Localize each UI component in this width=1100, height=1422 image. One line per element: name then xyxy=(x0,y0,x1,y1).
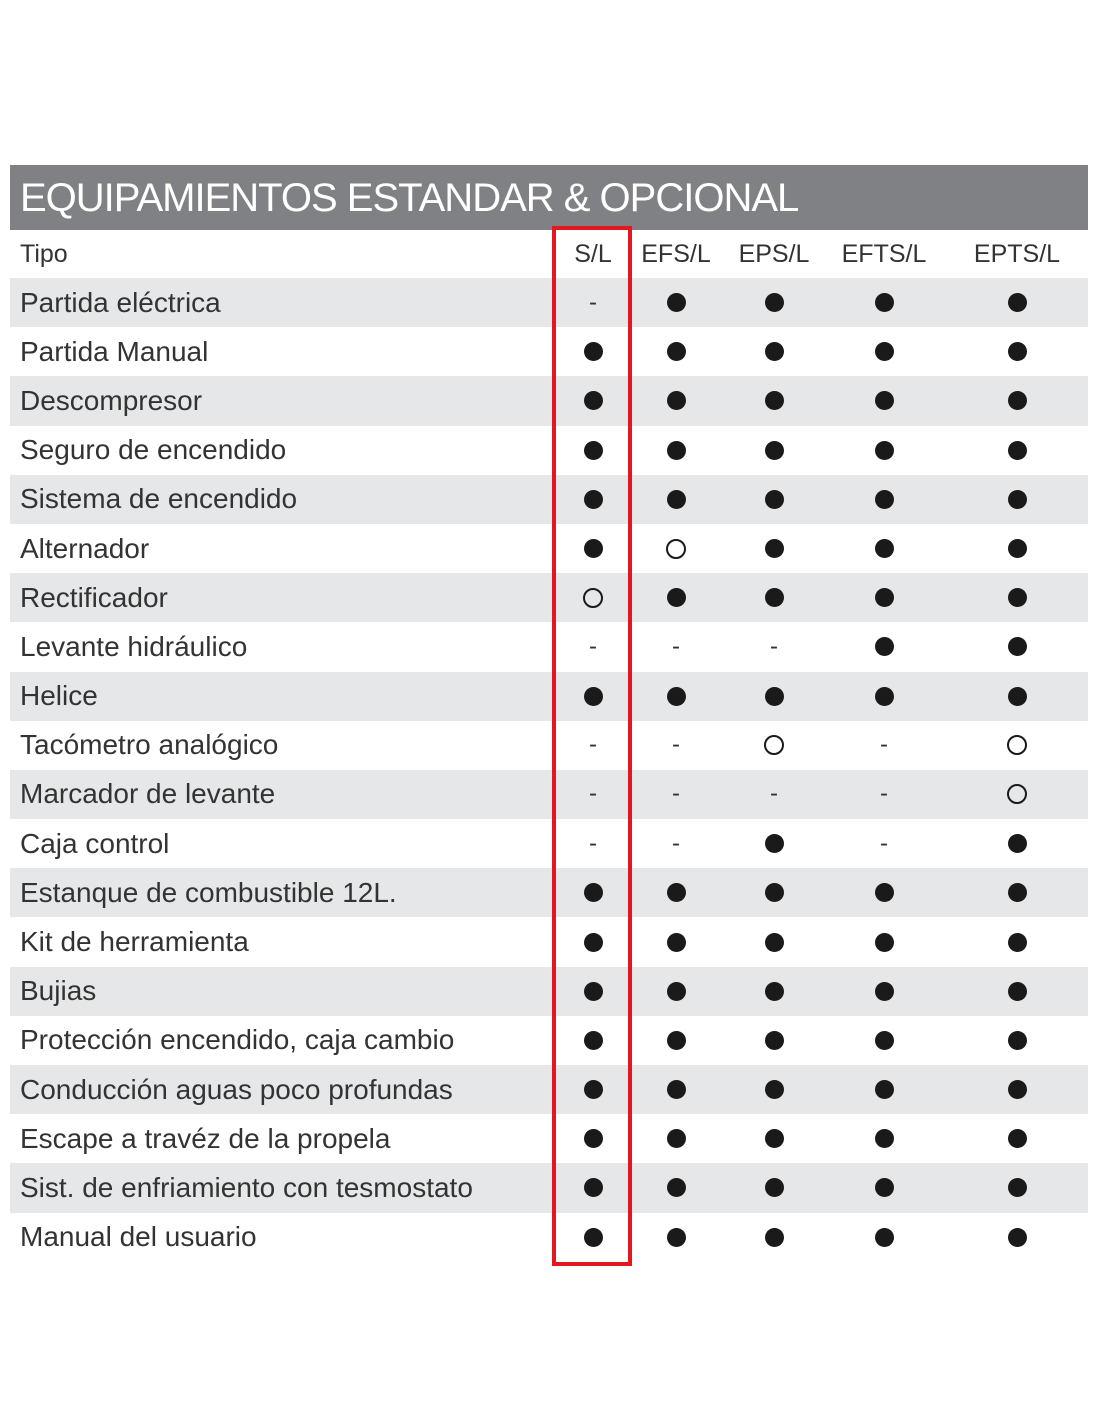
table-cell xyxy=(563,573,623,622)
filled-dot-icon xyxy=(667,687,686,706)
filled-dot-icon xyxy=(1008,687,1027,706)
row-label: Bujias xyxy=(20,975,97,1007)
table-cell xyxy=(646,426,706,475)
table-cell xyxy=(744,1213,804,1262)
table-cell xyxy=(563,524,623,573)
row-label: Manual del usuario xyxy=(20,1221,257,1253)
table-cell xyxy=(987,967,1047,1016)
header-row xyxy=(10,230,1088,278)
filled-dot-icon xyxy=(765,342,784,361)
table-row xyxy=(10,376,1088,425)
open-circle-icon xyxy=(1007,784,1027,804)
filled-dot-icon xyxy=(875,1228,894,1247)
open-circle-icon xyxy=(1007,735,1027,755)
table-row xyxy=(10,1114,1088,1163)
filled-dot-icon xyxy=(875,293,894,312)
table-cell xyxy=(646,1114,706,1163)
table-cell xyxy=(646,1163,706,1212)
table-cell xyxy=(563,278,623,327)
filled-dot-icon xyxy=(667,1031,686,1050)
filled-dot-icon xyxy=(875,391,894,410)
table-cell xyxy=(744,573,804,622)
dash-mark: - xyxy=(589,780,597,808)
table-cell xyxy=(563,1163,623,1212)
table-cell xyxy=(987,1213,1047,1262)
table-cell xyxy=(563,1016,623,1065)
table-row xyxy=(10,1016,1088,1065)
table-cell xyxy=(744,819,804,868)
table-row xyxy=(10,917,1088,966)
filled-dot-icon xyxy=(1008,441,1027,460)
filled-dot-icon xyxy=(1008,982,1027,1001)
table-cell xyxy=(987,868,1047,917)
table-cell xyxy=(563,770,623,819)
filled-dot-icon xyxy=(875,933,894,952)
filled-dot-icon xyxy=(875,588,894,607)
filled-dot-icon xyxy=(584,933,603,952)
dash-mark: - xyxy=(880,829,888,857)
open-circle-icon xyxy=(666,539,686,559)
filled-dot-icon xyxy=(584,1031,603,1050)
dash-mark: - xyxy=(672,829,680,857)
table-cell xyxy=(646,524,706,573)
table-cell xyxy=(987,475,1047,524)
table-cell xyxy=(646,967,706,1016)
table-cell xyxy=(646,327,706,376)
row-label: Descompresor xyxy=(20,384,203,416)
filled-dot-icon xyxy=(584,1228,603,1247)
header-col-epsl: EPS/L xyxy=(738,239,810,268)
filled-dot-icon xyxy=(875,342,894,361)
dash-mark: - xyxy=(770,632,778,660)
table-cell xyxy=(987,1114,1047,1163)
filled-dot-icon xyxy=(765,539,784,558)
table-cell xyxy=(987,1016,1047,1065)
table-row xyxy=(10,327,1088,376)
table-cell xyxy=(854,426,914,475)
table-cell xyxy=(646,917,706,966)
filled-dot-icon xyxy=(875,687,894,706)
table-cell xyxy=(987,917,1047,966)
table-cell xyxy=(854,1065,914,1114)
filled-dot-icon xyxy=(584,539,603,558)
filled-dot-icon xyxy=(1008,1031,1027,1050)
table-row xyxy=(10,868,1088,917)
row-label: Helice xyxy=(20,680,98,712)
filled-dot-icon xyxy=(765,490,784,509)
filled-dot-icon xyxy=(1008,834,1027,853)
table-cell xyxy=(854,573,914,622)
table-cell xyxy=(854,770,914,819)
filled-dot-icon xyxy=(584,982,603,1001)
header-col-sl: S/L xyxy=(574,239,612,268)
table-cell xyxy=(646,721,706,770)
filled-dot-icon xyxy=(1008,933,1027,952)
table-cell xyxy=(646,622,706,671)
filled-dot-icon xyxy=(765,883,784,902)
filled-dot-icon xyxy=(1008,293,1027,312)
table-cell xyxy=(744,1114,804,1163)
table-cell xyxy=(987,721,1047,770)
table-cell xyxy=(646,376,706,425)
table-cell xyxy=(987,426,1047,475)
table-row xyxy=(10,1213,1088,1262)
table-row xyxy=(10,967,1088,1016)
row-label: Protección encendido, caja cambio xyxy=(20,1024,455,1056)
header-col-eftsl: EFTS/L xyxy=(841,239,927,268)
table-row xyxy=(10,475,1088,524)
filled-dot-icon xyxy=(765,834,784,853)
table-row xyxy=(10,721,1088,770)
table-cell xyxy=(854,1016,914,1065)
table-cell xyxy=(563,868,623,917)
filled-dot-icon xyxy=(875,490,894,509)
table-cell xyxy=(744,1163,804,1212)
open-circle-icon xyxy=(583,588,603,608)
table-cell xyxy=(646,819,706,868)
row-label: Escape a travéz de la propela xyxy=(20,1122,391,1154)
table-cell xyxy=(987,376,1047,425)
filled-dot-icon xyxy=(584,490,603,509)
filled-dot-icon xyxy=(765,982,784,1001)
table-cell xyxy=(563,622,623,671)
table-cell xyxy=(987,327,1047,376)
filled-dot-icon xyxy=(667,1080,686,1099)
table-cell xyxy=(744,917,804,966)
row-label: Levante hidráulico xyxy=(20,630,248,662)
table-cell xyxy=(563,917,623,966)
table-cell xyxy=(854,475,914,524)
table-cell xyxy=(646,770,706,819)
filled-dot-icon xyxy=(1008,1178,1027,1197)
table-cell xyxy=(744,967,804,1016)
filled-dot-icon xyxy=(875,1080,894,1099)
filled-dot-icon xyxy=(1008,539,1027,558)
table-cell xyxy=(854,622,914,671)
filled-dot-icon xyxy=(584,687,603,706)
filled-dot-icon xyxy=(1008,342,1027,361)
table-cell xyxy=(987,1163,1047,1212)
row-label: Caja control xyxy=(20,827,170,859)
dash-mark: - xyxy=(770,780,778,808)
dash-mark: - xyxy=(672,780,680,808)
table-row xyxy=(10,770,1088,819)
table-title-bar xyxy=(10,165,1088,230)
dash-mark: - xyxy=(589,731,597,759)
row-label: Marcador de levante xyxy=(20,778,276,810)
filled-dot-icon xyxy=(584,1129,603,1148)
filled-dot-icon xyxy=(875,1178,894,1197)
filled-dot-icon xyxy=(584,441,603,460)
row-label: Seguro de encendido xyxy=(20,434,287,466)
filled-dot-icon xyxy=(1008,588,1027,607)
filled-dot-icon xyxy=(667,490,686,509)
table-cell xyxy=(854,819,914,868)
filled-dot-icon xyxy=(875,637,894,656)
table-cell xyxy=(744,1016,804,1065)
table-cell xyxy=(987,622,1047,671)
filled-dot-icon xyxy=(765,1129,784,1148)
table-cell xyxy=(646,573,706,622)
table-cell xyxy=(646,475,706,524)
filled-dot-icon xyxy=(667,391,686,410)
dash-mark: - xyxy=(880,731,888,759)
table-cell xyxy=(563,672,623,721)
table-body xyxy=(10,230,1088,1262)
table-cell xyxy=(563,1065,623,1114)
filled-dot-icon xyxy=(667,1228,686,1247)
table-cell xyxy=(987,573,1047,622)
row-label: Kit de herramienta xyxy=(20,926,249,958)
table-cell xyxy=(854,327,914,376)
filled-dot-icon xyxy=(875,1031,894,1050)
filled-dot-icon xyxy=(667,293,686,312)
dash-mark: - xyxy=(672,731,680,759)
table-cell xyxy=(854,967,914,1016)
filled-dot-icon xyxy=(1008,391,1027,410)
table-row xyxy=(10,278,1088,327)
filled-dot-icon xyxy=(765,588,784,607)
filled-dot-icon xyxy=(765,933,784,952)
table-cell xyxy=(987,278,1047,327)
table-cell xyxy=(854,721,914,770)
filled-dot-icon xyxy=(667,342,686,361)
table-cell xyxy=(744,524,804,573)
dash-mark: - xyxy=(589,632,597,660)
filled-dot-icon xyxy=(667,1178,686,1197)
table-cell xyxy=(854,868,914,917)
filled-dot-icon xyxy=(1008,1080,1027,1099)
filled-dot-icon xyxy=(584,1178,603,1197)
table-row xyxy=(10,1163,1088,1212)
filled-dot-icon xyxy=(765,1178,784,1197)
row-label: Rectificador xyxy=(20,581,168,613)
row-label: Tacómetro analógico xyxy=(20,729,279,761)
row-label: Sist. de enfriamiento con tesmostato xyxy=(20,1171,473,1203)
table-cell xyxy=(854,524,914,573)
filled-dot-icon xyxy=(1008,883,1027,902)
filled-dot-icon xyxy=(875,883,894,902)
filled-dot-icon xyxy=(875,441,894,460)
row-label: Estanque de combustible 12L. xyxy=(20,876,397,908)
header-label-tipo: Tipo xyxy=(20,239,68,268)
dash-mark: - xyxy=(589,829,597,857)
table-cell xyxy=(744,1065,804,1114)
table-cell xyxy=(563,967,623,1016)
filled-dot-icon xyxy=(667,883,686,902)
table-row xyxy=(10,819,1088,868)
table-cell xyxy=(744,672,804,721)
table-cell xyxy=(744,622,804,671)
table-cell xyxy=(854,1163,914,1212)
table-cell xyxy=(854,278,914,327)
table-cell xyxy=(744,426,804,475)
filled-dot-icon xyxy=(765,293,784,312)
table-cell xyxy=(987,524,1047,573)
table-cell xyxy=(646,278,706,327)
row-label: Alternador xyxy=(20,532,150,564)
table-cell xyxy=(563,475,623,524)
table-title: EQUIPAMIENTOS ESTANDAR & OPCIONAL xyxy=(20,176,799,220)
table-cell xyxy=(854,376,914,425)
table-cell xyxy=(563,426,623,475)
table-row xyxy=(10,426,1088,475)
table-cell xyxy=(646,672,706,721)
table-row xyxy=(10,524,1088,573)
filled-dot-icon xyxy=(1008,637,1027,656)
table-cell xyxy=(563,721,623,770)
dash-mark: - xyxy=(880,780,888,808)
filled-dot-icon xyxy=(667,441,686,460)
filled-dot-icon xyxy=(765,1080,784,1099)
table-cell xyxy=(563,1213,623,1262)
table-cell xyxy=(646,868,706,917)
filled-dot-icon xyxy=(584,883,603,902)
filled-dot-icon xyxy=(875,982,894,1001)
table-cell xyxy=(854,672,914,721)
filled-dot-icon xyxy=(875,1129,894,1148)
row-label: Partida Manual xyxy=(20,335,209,367)
dash-mark: - xyxy=(672,632,680,660)
filled-dot-icon xyxy=(667,588,686,607)
row-label: Conducción aguas poco profundas xyxy=(20,1073,453,1105)
table-cell xyxy=(744,721,804,770)
table-cell xyxy=(563,1114,623,1163)
table-cell xyxy=(987,1065,1047,1114)
filled-dot-icon xyxy=(667,1129,686,1148)
table-cell xyxy=(563,376,623,425)
filled-dot-icon xyxy=(765,1228,784,1247)
table-cell xyxy=(646,1016,706,1065)
table-cell xyxy=(563,327,623,376)
table-cell xyxy=(646,1213,706,1262)
table-cell xyxy=(854,1213,914,1262)
filled-dot-icon xyxy=(667,982,686,1001)
table-row xyxy=(10,622,1088,671)
header-col-efsl: EFS/L xyxy=(641,239,711,268)
open-circle-icon xyxy=(764,735,784,755)
header-col-eptsl: EPTS/L xyxy=(973,239,1061,268)
filled-dot-icon xyxy=(1008,490,1027,509)
table-cell xyxy=(744,376,804,425)
filled-dot-icon xyxy=(765,1031,784,1050)
filled-dot-icon xyxy=(765,441,784,460)
filled-dot-icon xyxy=(584,391,603,410)
filled-dot-icon xyxy=(875,539,894,558)
table-cell xyxy=(987,819,1047,868)
table-cell xyxy=(987,770,1047,819)
table-row xyxy=(10,1065,1088,1114)
filled-dot-icon xyxy=(765,687,784,706)
table-row xyxy=(10,573,1088,622)
table-cell xyxy=(987,672,1047,721)
filled-dot-icon xyxy=(1008,1228,1027,1247)
table-cell xyxy=(854,1114,914,1163)
filled-dot-icon xyxy=(667,933,686,952)
filled-dot-icon xyxy=(765,391,784,410)
filled-dot-icon xyxy=(584,342,603,361)
table-cell xyxy=(744,327,804,376)
table-cell xyxy=(563,819,623,868)
row-label: Sistema de encendido xyxy=(20,483,298,515)
table-row xyxy=(10,672,1088,721)
filled-dot-icon xyxy=(584,1080,603,1099)
table-cell xyxy=(646,1065,706,1114)
row-label: Partida eléctrica xyxy=(20,286,221,318)
filled-dot-icon xyxy=(1008,1129,1027,1148)
dash-mark: - xyxy=(589,288,597,316)
table-cell xyxy=(854,917,914,966)
table-cell xyxy=(744,770,804,819)
table-cell xyxy=(744,475,804,524)
table-cell xyxy=(744,278,804,327)
table-cell xyxy=(744,868,804,917)
